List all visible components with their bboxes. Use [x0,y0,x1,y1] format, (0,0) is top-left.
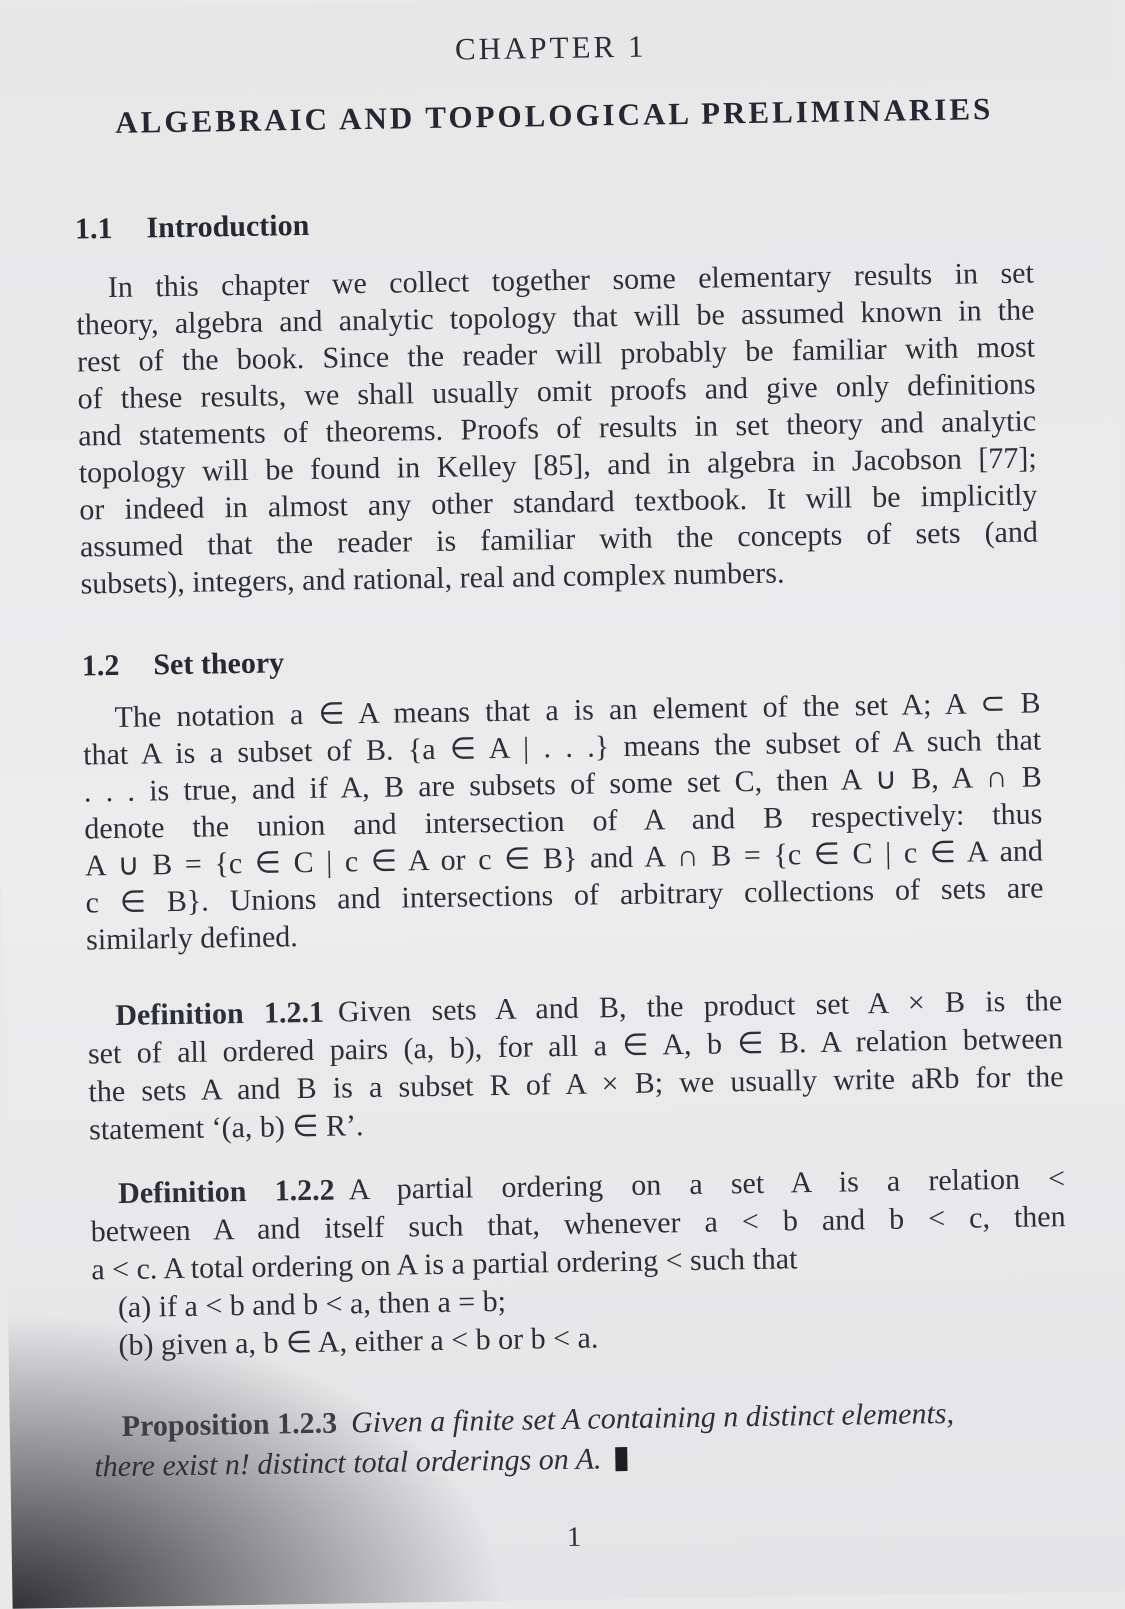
text-line: In this chapter we collect together some elementary results in set [107,256,1035,305]
text-line: that A is a subset of B. {a ∈ A | . . .} means the subset of A such that [82,723,1042,772]
text-line: the sets A and B is a subset R of A × B; we usually write aRb for the [88,1060,1064,1109]
proposition-1-2-3 [93,1392,1079,1487]
text-line: A partial ordering on a set A is a relation < [348,1162,1066,1207]
text-line: assumed that the reader is familiar with the concepts of sets (and [79,515,1039,564]
definition-label: Definition 1.2.2 [117,1173,335,1210]
page-number: 1 [566,1521,582,1553]
section-title: Introduction [146,208,310,245]
text-line: theory, algebra and analytic topology that will be assumed known in the [76,293,1035,342]
text-line: . . . is true, and if A, B are subsets of some set C, then A ∪ B, A ∩ B [83,760,1042,809]
definition-1-2-2 [90,1160,1068,1365]
section-heading-set-theory [82,646,285,683]
definition-label: Definition 1.2.1 [115,995,325,1033]
list-item: (b) given a, b ∈ A, either a < b or b < a. [118,1321,599,1362]
definition-1-2-1 [87,982,1064,1149]
section-heading-introduction [75,209,310,247]
introduction-paragraph [76,254,1039,602]
text-line: similarly defined. [85,920,298,957]
end-of-proof-mark [615,1447,627,1471]
text-line: of these results, we shall usually omit proofs and give only definitions [77,367,1036,416]
text-line: and statements of theorems. Proofs of results in set theory and analytic [77,404,1037,453]
text-line: subsets), integers, and rational, real and complex numbers. [80,556,785,601]
list-item: (a) if a < b and b < a, then a = b; [117,1284,507,1325]
text-line: c ∈ B}. Unions and intersections of arbitrary collections of sets are [85,871,1044,920]
proposition-label: Proposition 1.2.3 [121,1406,338,1443]
text-line: or indeed in almost any other standard textbook. It will be implicitly [79,478,1038,527]
text-line: there exist n! distinct total orderings on A. [94,1442,602,1484]
section-title: Set theory [153,646,285,682]
text-line: set of all ordered pairs (a, b), for all a ∈ A, b ∈ B. A relation between [87,1022,1064,1071]
text-line: Given a finite set A containing n distinct elements, [350,1396,955,1440]
text-line: a < c. A total ordering on A is a partial ordering < such that [91,1242,798,1287]
chapter-title: ALGEBRAIC AND TOPOLOGICAL PRELIMINARIES [114,91,994,140]
text-line: The notation a ∈ A means that a is an element of the set A; A ⊂ B [114,686,1041,734]
text-line: rest of the book. Since the reader will probably be familiar with most [76,330,1036,379]
section-number: 1.2 [81,648,120,683]
text-line: statement ‘(a, b) ∈ R’. [88,1109,364,1147]
text-line: between A and itself such that, whenever a < b and b < c, then [90,1200,1066,1249]
text-line: A ∪ B = {c ∈ C | c ∈ A or c ∈ B} and A ∩ B = {c ∈ C | c ∈ A and [84,834,1044,883]
text-line: denote the union and intersection of A and B respectively: thus [84,797,1043,846]
set-theory-paragraph [82,684,1044,958]
text-line: Given sets A and B, the product set A × B is the [337,984,1063,1029]
text-line: topology will be found in Kelley [85], and in algebra in Jacobson [77]; [78,441,1037,490]
chapter-label: CHAPTER 1 [454,28,647,67]
section-number: 1.1 [74,211,113,246]
